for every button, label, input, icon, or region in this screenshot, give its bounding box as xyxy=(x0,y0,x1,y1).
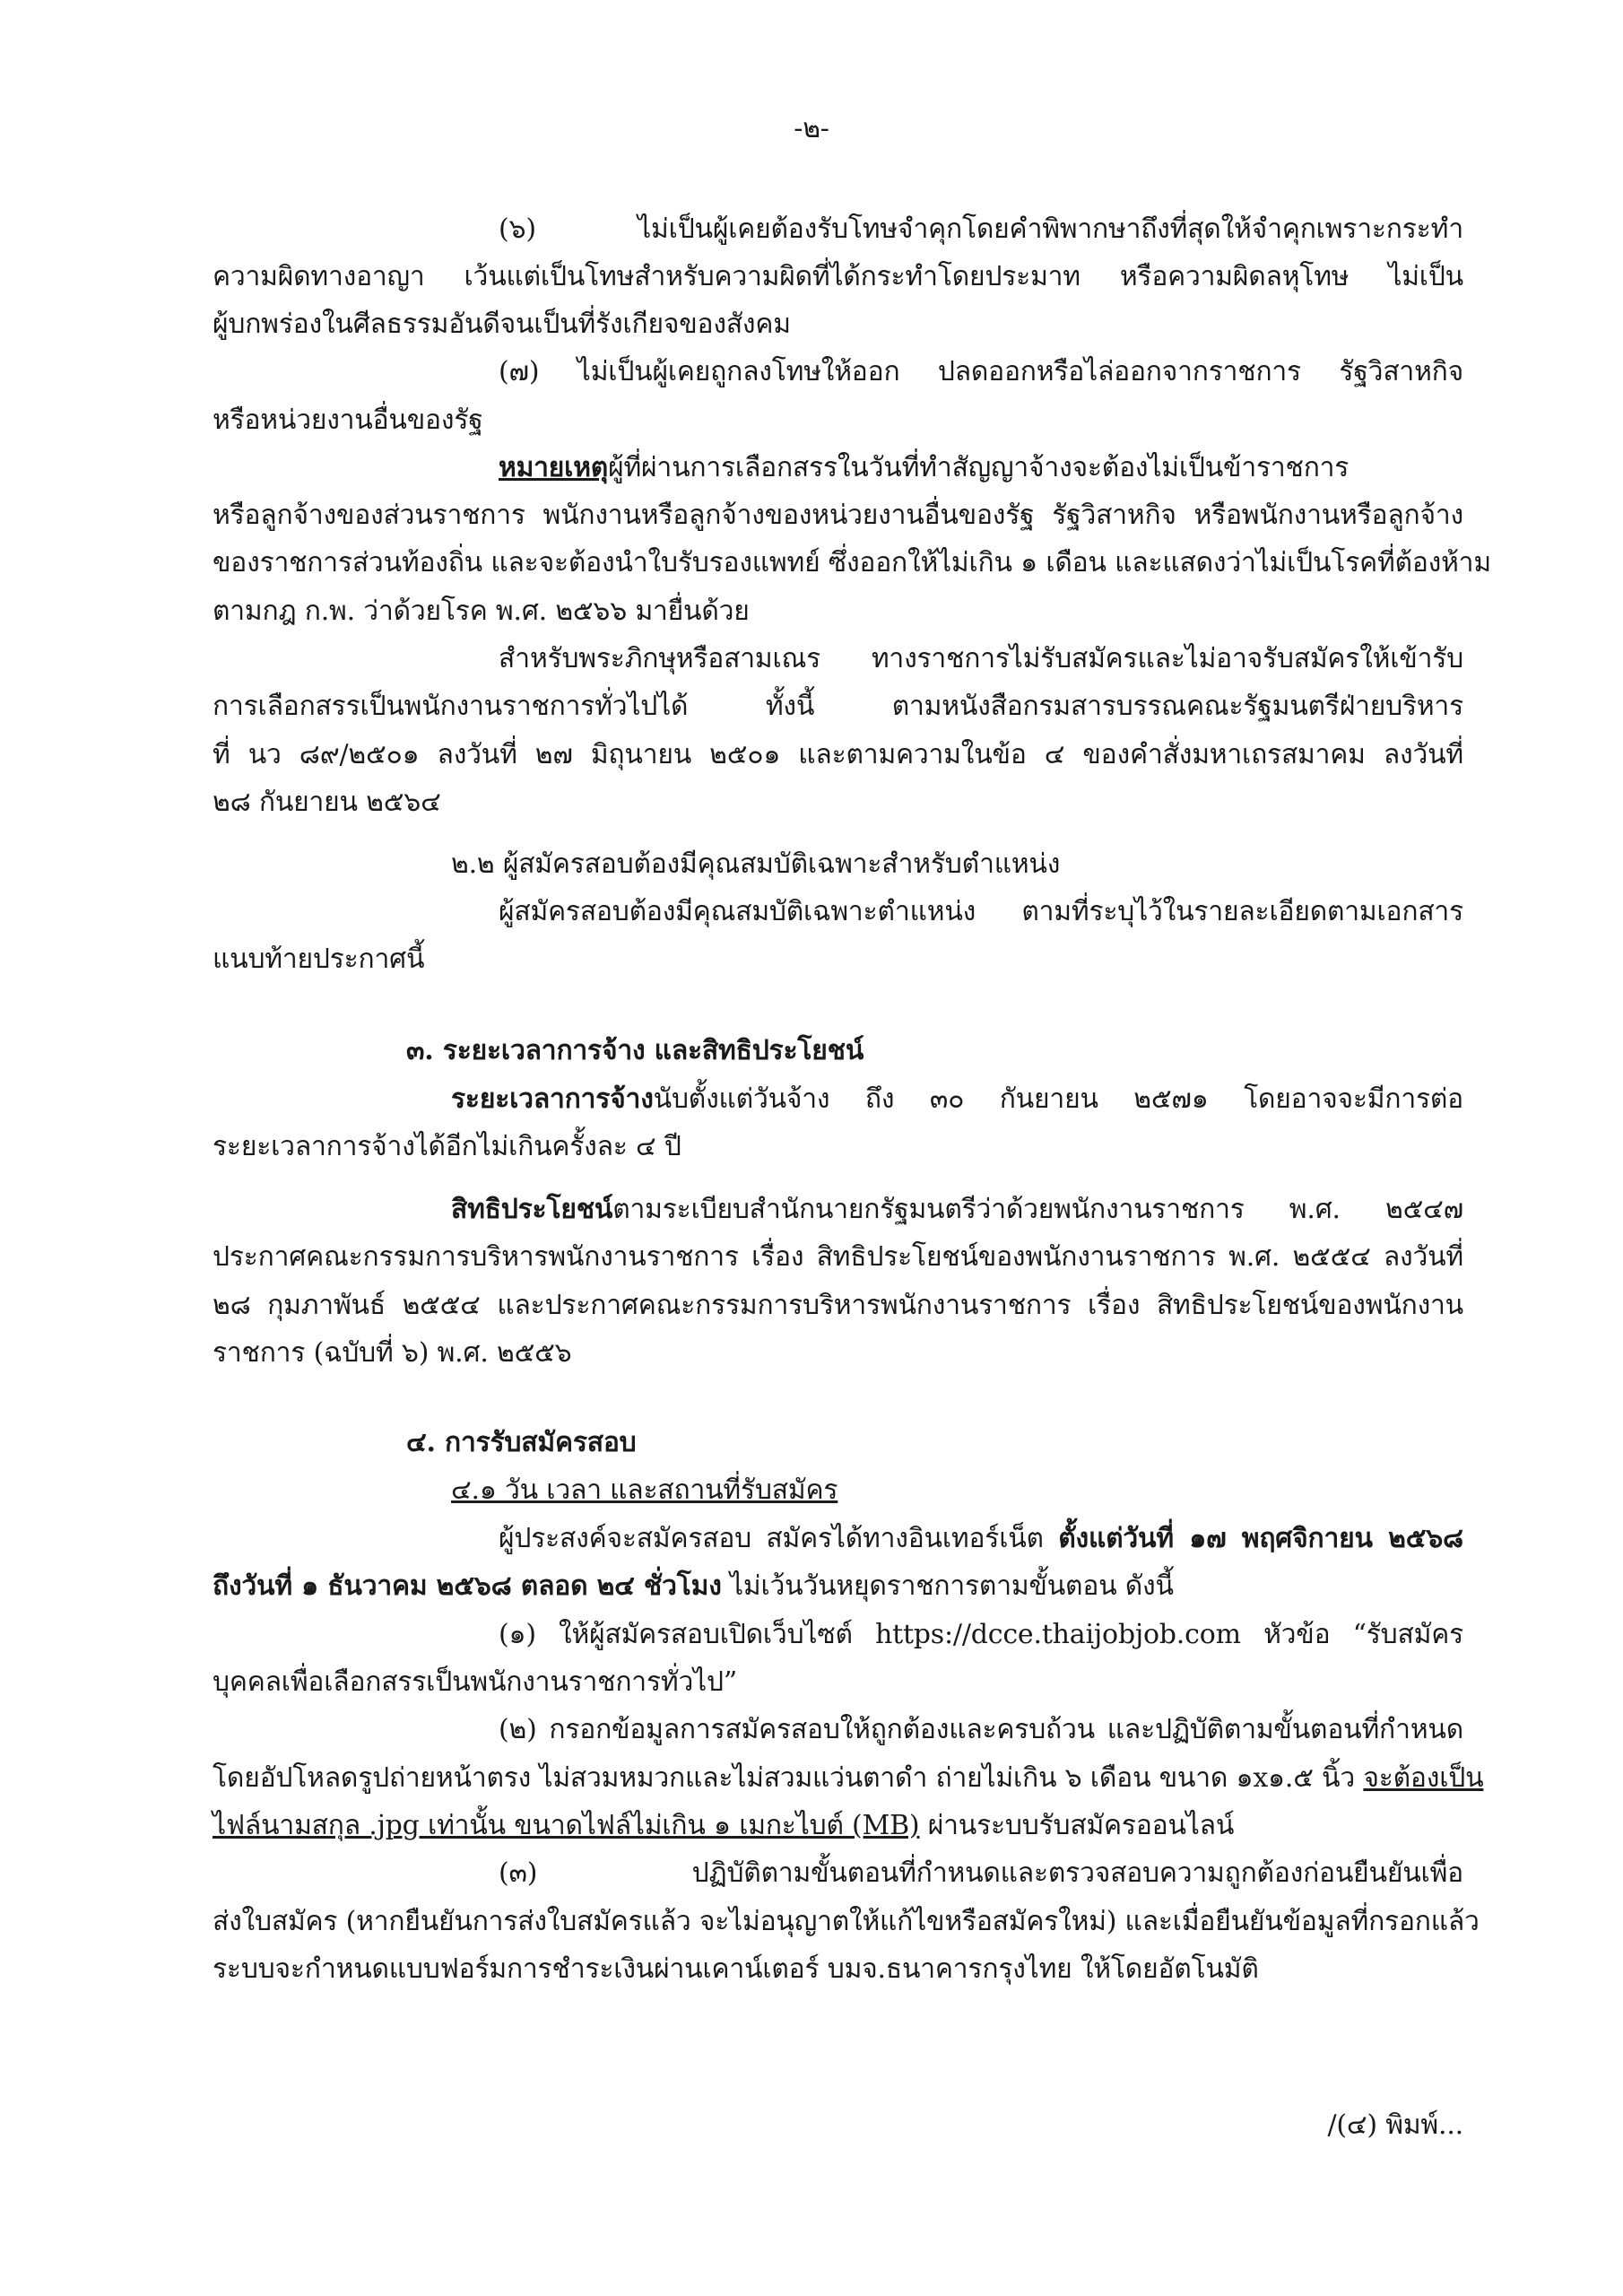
intro-text-a: ผู้ประสงค์จะสมัครสอบ สมัครได้ทางอินเทอร์เน็ต xyxy=(499,1523,1059,1554)
sec3-benefit-line3: ๒๘ กุมภาพันธ์ ๒๕๕๔ และประกาศคณะกรรมการบริหารพนักงานราชการ เรื่อง สิทธิประโยชน์ของพนักงาน xyxy=(213,1290,1463,1321)
period-text: นับตั้งแต่วันจ้าง ถึง ๓๐ กันยายน ๒๕๗๑ โดยอาจจะมีการต่อ xyxy=(653,1083,1463,1115)
sec3-period-line2: ระยะเวลาการจ้างได้อีกไม่เกินครั้งละ ๔ ปี xyxy=(213,1131,681,1162)
step1-line1: (๑) ให้ผู้สมัครสอบเปิดเว็บไซต์ https://dcce.thaijobjob.com หัวข้อ “รับสมัคร xyxy=(499,1619,1463,1650)
step2-text-b: ผ่านระบบรับสมัครออนไลน์ xyxy=(919,1810,1235,1841)
note-text: ผู้ที่ผ่านการเลือกสรรในวันที่ทำสัญญาจ้างจะต้องไม่เป็นข้าราชการ xyxy=(608,452,1350,483)
step3-line2: ส่งใบสมัคร (หากยืนยันการส่งใบสมัครแล้ว จะไม่อนุญาตให้แก้ไขหรือสมัครใหม่) และเมื่อยืนยันข้อมูลที่กรอกแล้ว xyxy=(213,1906,1480,1937)
note-line1 xyxy=(499,450,1463,486)
item6-line2: ความผิดทางอาญา เว้นแต่เป็นโทษสำหรับความผิดที่ได้กระทำโดยประมาท หรือความผิดลหุโทษ ไม่เป็น xyxy=(213,261,1463,292)
sec3-heading: ๓. ระยะเวลาการจ้าง และสิทธิประโยชน์ xyxy=(406,1035,864,1066)
monks-line2: การเลือกสรรเป็นพนักงานราชการทั่วไปได้ ทั้งนี้ ตามหนังสือกรมสารบรรณคณะรัฐมนตรีฝ่ายบริหาร xyxy=(213,691,1463,722)
intro-text-b: ไม่เว้นวันหยุดราชการตามขั้นตอน ดังนี้ xyxy=(721,1570,1174,1602)
sec2-2-heading: ๒.๒ ผู้สมัครสอบต้องมีคุณสมบัติเฉพาะสำหรับตำแหน่ง xyxy=(451,848,1061,880)
step3-line1: (๓) ปฏิบัติตามขั้นตอนที่กำหนดและตรวจสอบความถูกต้องก่อนยืนยันเพื่อ xyxy=(499,1857,1463,1889)
sec2-2-line2: แนบท้ายประกาศนี้ xyxy=(213,944,425,975)
item7-line1: (๗) ไม่เป็นผู้เคยถูกลงโทษให้ออก ปลดออกหรือไล่ออกจากราชการ รัฐวิสาหกิจ xyxy=(499,356,1463,387)
note-line2: หรือลูกจ้างของส่วนราชการ พนักงานหรือลูกจ้างของหน่วยงานอื่นของรัฐ รัฐวิสาหกิจ หรือพนักงานหรือลูกจ้าง xyxy=(213,500,1463,531)
monks-line4: ๒๘ กันยายน ๒๕๖๔ xyxy=(213,787,441,818)
sec4-intro-line2 xyxy=(213,1569,1174,1605)
period-label: ระยะเวลาการจ้าง xyxy=(451,1083,654,1115)
step2-text-a: โดยอัปโหลดรูปถ่ายหน้าตรง ไม่สวมหมวกและไม่สวมแว่นตาดำ ถ่ายไม่เกิน ๖ เดือน ขนาด ๑x๑.๕ นิ้ว xyxy=(213,1762,1364,1794)
step2-line3 xyxy=(213,1808,1234,1844)
sec3-benefit-line1 xyxy=(451,1192,1463,1228)
sec4-1-heading: ๔.๑ วัน เวลา และสถานที่รับสมัคร xyxy=(451,1474,838,1506)
sec3-period-line1 xyxy=(451,1082,1463,1118)
step2-line2 xyxy=(213,1761,1484,1796)
page-number: -๒- xyxy=(794,113,829,144)
note-line4: ตามกฎ ก.พ. ว่าด้วยโรค พ.ศ. ๒๕๖๖ มายื่นด้วย xyxy=(213,596,750,627)
step2-line1: (๒) กรอกข้อมูลการสมัครสอบให้ถูกต้องและครบถ้วน และปฏิบัติตามขั้นตอนที่กำหนด xyxy=(499,1714,1463,1745)
continuation-marker: /(๔) พิมพ์... xyxy=(1327,2109,1463,2141)
monks-line3: ที่ นว ๘๙/๒๕๐๑ ลงวันที่ ๒๗ มิถุนายน ๒๕๐๑ และตามความในข้อ ๔ ของคำสั่งมหาเถรสมาคม ลงวันที่ xyxy=(213,739,1463,770)
step2-requirement-b: ไฟล์นามสกุล .jpg เท่านั้น ขนาดไฟล์ไม่เกิน ๑ เมกะไบต์ (MB) xyxy=(213,1810,920,1841)
step3-line3: ระบบจะกำหนดแบบฟอร์มการชำระเงินผ่านเคาน์เตอร์ บมจ.ธนาคารกรุงไทย ให้โดยอัตโนมัติ xyxy=(213,1953,1259,1985)
benefit-text: ตามระเบียบสำนักนายกรัฐมนตรีว่าด้วยพนักงานราชการ พ.ศ. ๒๕๔๗ xyxy=(612,1194,1463,1225)
step1-line2: บุคคลเพื่อเลือกสรรเป็นพนักงานราชการทั่วไป” xyxy=(213,1666,737,1698)
sec2-2-line1: ผู้สมัครสอบต้องมีคุณสมบัติเฉพาะตำแหน่ง ตามที่ระบุไว้ในรายละเอียดตามเอกสาร xyxy=(499,896,1463,927)
monks-line1: สำหรับพระภิกษุหรือสามเณร ทางราชการไม่รับสมัครและไม่อาจรับสมัครให้เข้ารับ xyxy=(499,643,1463,674)
benefit-label: สิทธิประโยชน์ xyxy=(451,1194,613,1225)
sec3-benefit-line2: ประกาศคณะกรรมการบริหารพนักงานราชการ เรื่อง สิทธิประโยชน์ของพนักงานราชการ พ.ศ. ๒๕๕๔ ลงวันที่ xyxy=(213,1241,1463,1273)
intro-date-end: ถึงวันที่ ๑ ธันวาคม ๒๕๖๘ ตลอด ๒๔ ชั่วโมง xyxy=(213,1570,722,1602)
step2-requirement-a: จะต้องเป็น xyxy=(1363,1762,1484,1794)
intro-date-start: ตั้งแต่วันที่ ๑๗ พฤศจิกายน ๒๕๖๘ xyxy=(1058,1523,1463,1554)
item6-line3: ผู้บกพร่องในศีลธรรมอันดีจนเป็นที่รังเกียจของสังคม xyxy=(213,309,791,340)
item7-line2: หรือหน่วยงานอื่นของรัฐ xyxy=(213,404,483,436)
sec3-benefit-line4: ราชการ (ฉบับที่ ๖) พ.ศ. ๒๕๕๖ xyxy=(213,1337,572,1369)
note-label: หมายเหตุ xyxy=(499,452,609,483)
sec4-intro-line1 xyxy=(499,1521,1463,1557)
sec4-heading: ๔. การรับสมัครสอบ xyxy=(406,1427,637,1458)
item6-line1: (๖) ไม่เป็นผู้เคยต้องรับโทษจำคุกโดยคำพิพากษาถึงที่สุดให้จำคุกเพราะกระทำ xyxy=(499,213,1463,245)
note-line3: ของราชการส่วนท้องถิ่น และจะต้องนำใบรับรองแพทย์ ซึ่งออกให้ไม่เกิน ๑ เดือน และแสดงว่าไม่เป็นโรคที่ต้องห้าม xyxy=(213,547,1491,578)
